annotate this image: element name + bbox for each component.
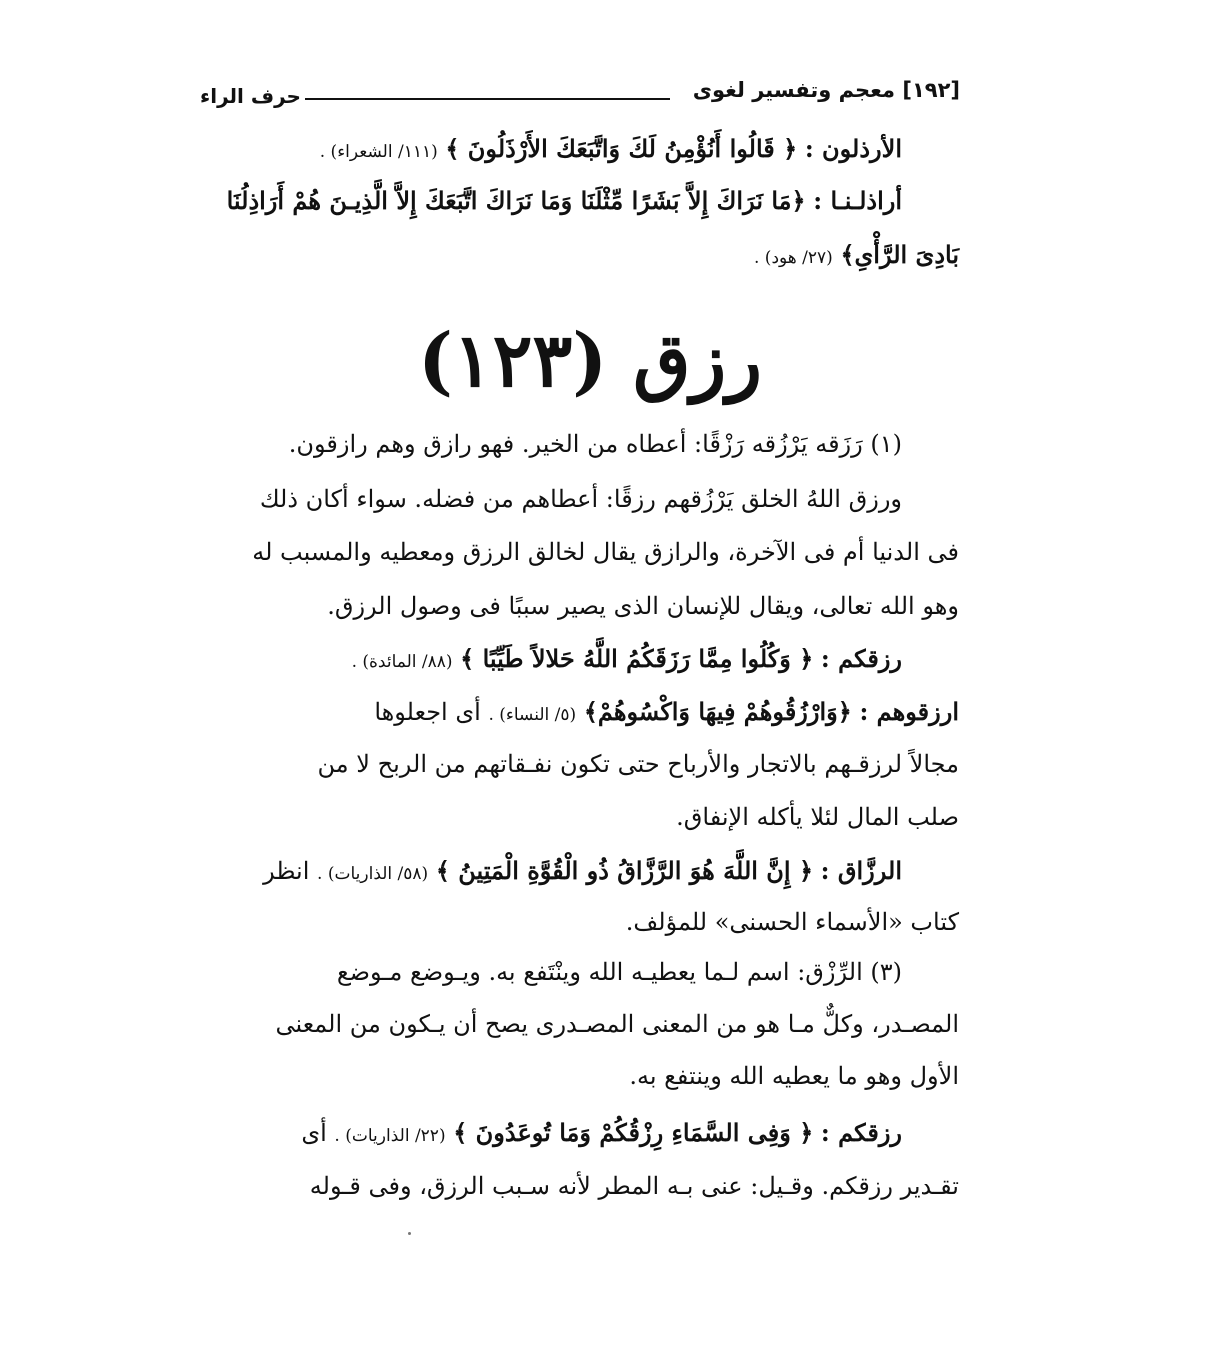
page-header: [200, 78, 960, 114]
body-line: (١) رَزَقه يَرْزُقه رَزْقًا: أعطاه من الخير. فهو رازق وهم رازقون.: [288, 430, 902, 458]
quran-verse: ﴿ قَالُوا أَنُؤْمِنُ لَكَ وَاتَّبَعَكَ الأَرْذَلُونَ ﴾: [445, 134, 798, 163]
entry-head: الأرذلون :: [804, 134, 902, 163]
entry-head: رزقكم :: [820, 644, 902, 673]
body-line: صلب المال لئلا يأكله الإنفاق.: [676, 803, 959, 831]
body-line: ورزق اللهُ الخلق يَرْزُقهم رزقًا: أعطاهم من فضله. سواء أكان ذلك: [259, 485, 902, 513]
entry-line-urzuquhum: [374, 697, 959, 726]
quran-verse: ﴿وَارْزُقُوهُمْ فِيهَا وَاكْسُوهُمْ﴾: [583, 697, 852, 726]
quran-verse: ﴿ وَفِى السَّمَاءِ رِزْقُكُمْ وَمَا تُوعَدُونَ ﴾: [453, 1118, 814, 1147]
verse-reference: (٢٢/ الذاريات) .: [334, 1126, 446, 1146]
body-text: أى اجعلوها: [374, 698, 481, 726]
quran-verse: ﴿ وَكُلُوا مِمَّا رَزَقَكُمُ اللَّهُ حَلالاً طَيِّبًا ﴾: [460, 644, 814, 673]
entry-line-razzaq: [263, 856, 902, 885]
body-line: مجالاً لرزقـهم بالاتجار والأرباح حتى تكون نفـقاتهم من الربح لا من: [317, 750, 959, 778]
verse-reference: (١١١/ الشعراء) .: [319, 142, 438, 162]
body-line: المصـدر، وكلٌّ مـا هو من المعنى المصـدرى يصح أن يـكون من المعنى: [275, 1010, 959, 1038]
body-line: فى الدنيا أم فى الآخرة، والرازق يقال لخالق الرزق ومعطيه والمسبب له: [252, 538, 959, 566]
quran-verse: ﴿ إِنَّ اللَّهَ هُوَ الرَّزَّاقُ ذُو الْقُوَّةِ الْمَتِينُ ﴾: [435, 856, 814, 885]
section-label: حرف الراء: [200, 84, 301, 108]
verse-reference: (٥/ النساء) .: [488, 705, 577, 725]
body-line: وهو الله تعالى، ويقال للإنسان الذى يصير سببًا فى وصول الرزق.: [327, 592, 959, 620]
verse-reference: (٢٧/ هود) .: [754, 248, 833, 268]
quran-verse: ﴿مَا نَرَاكَ إِلاَّ بَشَرًا مِّثْلَنَا وَمَا نَرَاكَ اتَّبَعَكَ إِلاَّ الَّذِيـنَ هُمْ أَرَاذِلُنَا: [226, 186, 806, 215]
entry-head: أراذلـنـا :: [813, 186, 902, 215]
body-text: انظر: [263, 857, 310, 885]
body-line: (٣) الرِّزْق: اسم لـما يعطيـه الله وينْتَفع به. ويـوضع مـوضع: [336, 958, 902, 986]
scan-speck: [408, 1232, 411, 1235]
body-text: أى: [301, 1119, 327, 1147]
quran-verse: بَادِىَ الرَّأْىِ﴾: [840, 240, 959, 269]
entry-title: رزق (١٢٣): [418, 318, 762, 404]
entry-line-3: [754, 240, 959, 269]
entry-line-2: [227, 186, 902, 215]
entry-line-rizqukum: [301, 1118, 902, 1147]
entry-head: رزقكم :: [820, 1118, 902, 1147]
entry-head: ارزقوهم :: [859, 697, 959, 726]
body-line: الأول وهو ما يعطيه الله وينتفع به.: [629, 1062, 959, 1090]
page-number-title: [١٩٢] معجم وتفسير لغوى: [692, 78, 960, 102]
body-line: كتاب «الأسماء الحسنى» للمؤلف.: [625, 908, 959, 936]
header-rule: [305, 98, 670, 100]
entry-head: الرزَّاق :: [820, 856, 902, 885]
verse-reference: (٨٨/ المائدة) .: [351, 652, 453, 672]
entry-line-razaqakum: [352, 644, 902, 673]
verse-reference: (٥٨/ الذاريات) .: [317, 864, 429, 884]
entry-line-1: [320, 134, 902, 163]
body-line: تقـدير رزقكم. وقـيل: عنى بـه المطر لأنه سـبب الرزق، وفى قـوله: [309, 1172, 959, 1200]
